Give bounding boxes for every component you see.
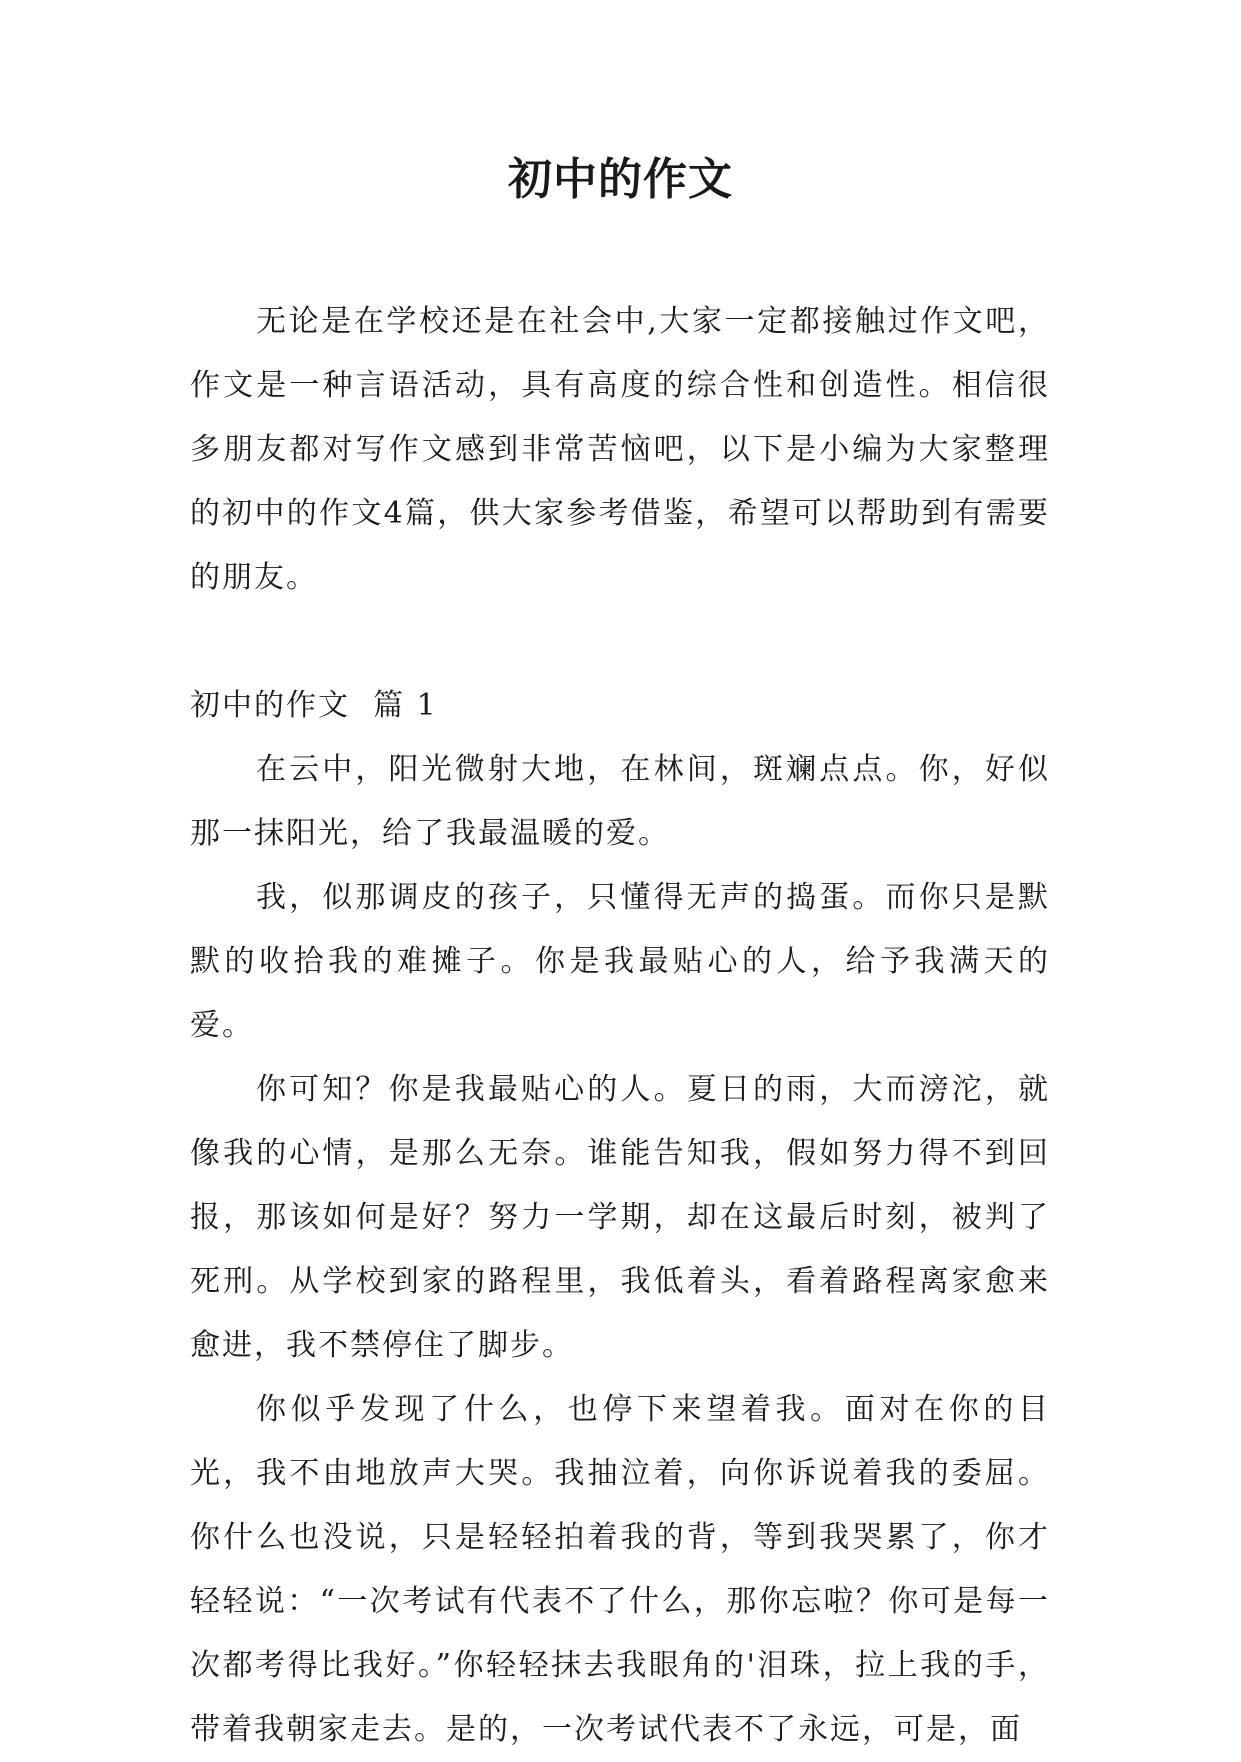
body-paragraph: 在云中，阳光微射大地，在林间，斑斓点点。你，好似那一抹阳光，给了我最温暖的爱。 bbox=[190, 752, 1050, 851]
body-paragraph: 你似乎发现了什么，也停下来望着我。面对在你的目光，我不由地放声大哭。我抽泣着，向你诉说着我的委屈。你什么也没说，只是轻轻拍着我的背，等到我哭累了，你才轻轻说：“一次考试有代表不了什么，那你忘啦？你可是每一次都考得比我好。”你轻轻抹去我眼角的'泪珠，拉上我的手，带着我朝家走去。是的，一次考试代表不了永远，可是，面 bbox=[190, 1392, 1050, 1747]
document-title: 初中的作文 bbox=[508, 154, 733, 205]
section-heading: 初中的作文 篇 1 bbox=[190, 688, 438, 723]
body-paragraph: 我，似那调皮的孩子，只懂得无声的捣蛋。而你只是默默的收拾我的难摊子。你是我最贴心的人，给予我满天的爱。 bbox=[190, 880, 1050, 1043]
document-body bbox=[190, 290, 1050, 1762]
intro-paragraph: 无论是在学校还是在社会中,大家一定都接触过作文吧，作文是一种言语活动，具有高度的综合性和创造性。相信很多朋友都对写作文感到非常苦恼吧，以下是小编为大家整理的初中的作文4篇，供大家参考借鉴，希望可以帮助到有需要的朋友。 bbox=[190, 304, 1050, 595]
body-paragraph: 你可知？你是我最贴心的人。夏日的雨，大而滂沱，就像我的心情，是那么无奈。谁能告知我，假如努力得不到回报，那该如何是好？努力一学期，却在这最后时刻，被判了死刑。从学校到家的路程里，我低着头，看着路程离家愈来愈进，我不禁停住了脚步。 bbox=[190, 1072, 1050, 1363]
